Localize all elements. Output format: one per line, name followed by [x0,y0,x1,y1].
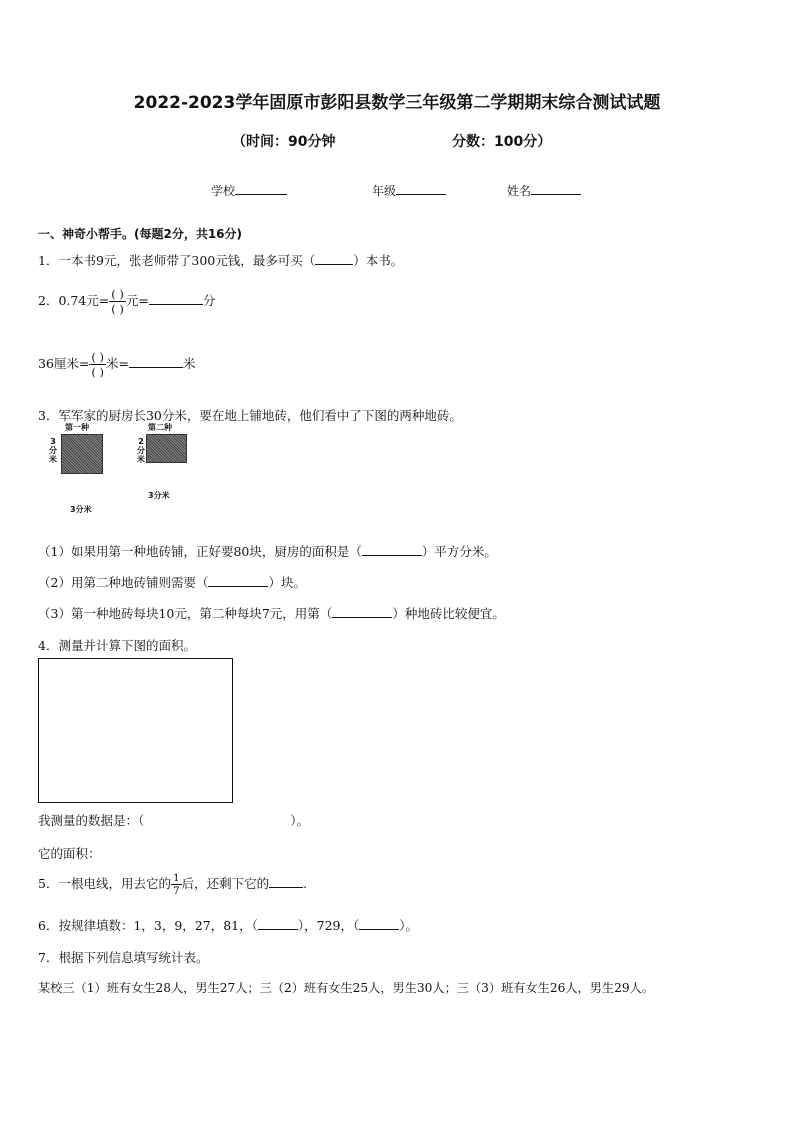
q3-sub1-a: （1）如果用第一种地砖铺，正好要80块，厨房的面积是（ [38,544,362,559]
question-2-line-2 [38,350,196,379]
q3-sub2-b: ）块。 [268,575,306,590]
q5-frac-num: 1 [172,872,180,884]
tile1-side-v: 3 分 米 [49,437,57,464]
tile2-caption: 第二种 [148,423,172,432]
tile-figure-1 [48,420,108,516]
name-blank[interactable] [531,182,581,195]
question-7: 7．根据下列信息填写统计表。 [38,950,209,965]
question-7-info: 某校三（1）班有女生28人，男生27人；三（2）班有女生25人，男生30人；三（3）班有女生26人，男生29人。 [38,981,654,995]
q2-frac1-num: ( ) [111,287,124,301]
q5-blank[interactable] [269,875,303,888]
q1-text-a: 1．一本书9元，张老师带了300元钱，最多可买（ [38,253,316,268]
question-3: 3．军军家的厨房长30分米，要在地上铺地砖，他们看中了下图的两种地砖。 [38,408,462,423]
question-3-sub-2 [38,573,306,591]
tile1-side-h: 3分米 [70,505,92,514]
q2-frac2-num: ( ) [91,350,105,364]
grade-blank[interactable] [396,182,446,195]
area-label: 它的面积： [38,846,101,861]
q2-line1-a: 2．0.74元= [38,293,110,308]
question-1 [38,251,403,269]
q2-line1-c: 分 [202,293,216,308]
measure-line [38,811,309,829]
q1-blank[interactable] [315,252,353,265]
q2-fraction-2[interactable] [89,350,106,379]
q2-fraction-1[interactable] [109,287,126,316]
q4-measure-a: 我测量的数据是：（ [38,813,145,828]
question-5 [38,872,307,897]
q3-sub1-b: ）平方分米。 [421,544,497,559]
question-2-line-1 [38,287,215,316]
measure-rectangle [38,658,233,803]
tile-figure-2 [134,420,194,516]
grade-field[interactable] [372,182,446,199]
q2-line2-c: 米 [183,356,196,371]
school-blank[interactable] [235,182,287,195]
school-field[interactable] [211,182,287,199]
school-label: 学校 [211,184,236,198]
q6-text-a: 6．按规律填数：1，3，9，27，81，（ [38,918,258,933]
q3-sub2-a: （2）用第二种地砖铺则需要（ [38,575,209,590]
q5-fraction [171,872,182,897]
grade-label: 年级 [372,184,397,198]
q3-sub3-b: ）种地砖比较便宜。 [392,606,505,621]
q5-text-a: 5．一根电线，用去它的 [38,876,171,891]
q3-sub2-blank[interactable] [208,574,268,587]
question-3-sub-1 [38,542,497,560]
time-label: （时间：90分钟 [232,134,336,150]
q6-text-c: ）。 [399,918,418,933]
q3-sub3-blank[interactable] [332,605,392,618]
q5-frac-den: 7 [172,885,180,897]
q6-blank-1[interactable] [258,917,298,930]
q5-text-b: 后，还剩下它的 [181,876,270,891]
q2-frac1-den: ( ) [111,302,124,316]
q2-blank-1[interactable] [149,292,203,305]
tile1-caption: 第一种 [65,423,89,432]
question-6 [38,916,418,934]
q3-sub3-a: （3）第一种地砖每块10元，第二种每块7元，用第（ [38,606,333,621]
q2-frac2-den: ( ) [91,365,105,379]
tile1-square [61,434,103,474]
question-3-sub-3 [38,604,505,622]
name-label: 姓名 [507,184,532,198]
section-heading: 一、神奇小帮手。(每题2分，共16分) [38,227,243,241]
tile2-side-v: 2 分 米 [137,437,145,464]
q2-line2-b: 米= [106,356,130,371]
question-4: 4．测量并计算下图的面积。 [38,638,196,653]
q4-measure-b: ）。 [290,813,310,828]
tile2-side-h: 3分米 [148,491,170,500]
name-field[interactable] [507,182,581,199]
tile2-square [146,434,187,463]
q3-sub1-blank[interactable] [362,543,422,556]
q2-line2-a: 36厘米= [38,356,90,371]
score-label: 分数：100分） [452,134,552,150]
q2-line1-b: 元= [125,293,149,308]
q5-text-c: . [303,876,308,891]
q6-blank-2[interactable] [359,917,399,930]
q6-text-b: ），729，（ [297,918,360,933]
page-title: 2022-2023学年固原市彭阳县数学三年级第二学期期末综合测试试题 [133,93,661,113]
q1-text-b: ）本书。 [353,253,404,268]
q2-blank-2[interactable] [129,355,183,368]
